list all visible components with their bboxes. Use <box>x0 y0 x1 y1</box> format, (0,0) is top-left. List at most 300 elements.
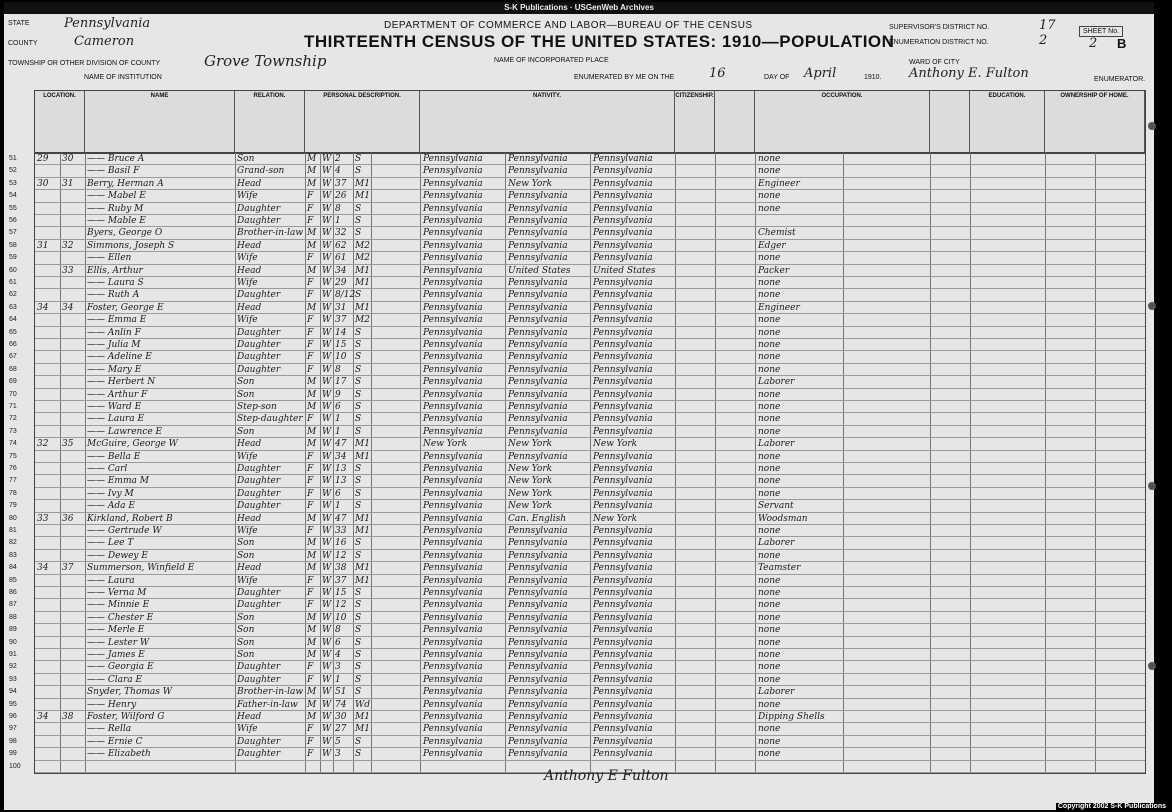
cell-line-number: 90 <box>9 638 17 646</box>
cell-mother-birthplace: Pennsylvania <box>593 402 653 412</box>
cell-mother-birthplace: Pennsylvania <box>593 699 653 710</box>
cell-line-number: 86 <box>9 589 17 596</box>
cell-sex: M <box>307 426 317 437</box>
cell-father-birthplace: Pennsylvania <box>508 253 568 264</box>
cell-father-birthplace: Pennsylvania <box>508 612 568 623</box>
township-label: TOWNSHIP OR OTHER DIVISION OF COUNTY <box>8 60 161 67</box>
cell-occupation: none <box>758 625 781 636</box>
cell-dwelling-number <box>37 252 59 264</box>
cell-marital-status: S <box>355 166 362 177</box>
cell-dwelling-number: 31 <box>37 240 49 251</box>
table-row <box>9 438 1145 450</box>
column-headers <box>34 90 1146 154</box>
cell-occupation: none <box>758 588 781 598</box>
col-relation: RELATION. <box>235 91 305 153</box>
cell-family-number <box>62 550 84 562</box>
cell-sex: F <box>307 488 314 499</box>
cell-mother-birthplace: Pennsylvania <box>593 749 653 760</box>
cell-family-number <box>62 525 84 537</box>
cell-dwelling-number: 33 <box>37 513 49 524</box>
enumerator-name: Anthony E. Fulton <box>909 66 1029 81</box>
cell-birthplace: Pennsylvania <box>423 253 483 264</box>
cell-person-name <box>87 761 233 773</box>
cell-person-name: —— Anlin F <box>87 327 141 338</box>
cell-person-name: —— Gertrude W <box>87 526 162 536</box>
cell-dwelling-number <box>37 587 59 599</box>
cell-age: 6 <box>335 488 341 499</box>
cell-occupation: none <box>758 575 781 586</box>
cell-father-birthplace: Pennsylvania <box>508 662 568 673</box>
cell-family-number <box>62 686 84 698</box>
institution-label: NAME OF INSTITUTION <box>84 74 162 81</box>
cell-occupation: none <box>758 612 781 623</box>
cell-line-number: 60 <box>9 266 17 274</box>
cell-dwelling-number <box>37 599 59 611</box>
col-location: LOCATION. <box>35 91 85 153</box>
cell-mother-birthplace: Pennsylvania <box>593 724 653 735</box>
cell-relation: Son <box>237 550 255 561</box>
cell-occupation: none <box>758 451 781 462</box>
cell-dwelling-number <box>37 537 59 549</box>
table-row <box>9 265 1145 277</box>
cell-birthplace: Pennsylvania <box>423 290 483 301</box>
cell-person-name: —— Lee T <box>87 538 134 549</box>
cell-line-number: 59 <box>9 254 17 262</box>
cell-dwelling-number <box>37 748 59 760</box>
cell-occupation: Edger <box>758 240 786 251</box>
cell-birthplace: Pennsylvania <box>423 352 483 363</box>
table-row <box>9 339 1145 351</box>
cell-sex: M <box>307 166 317 177</box>
cell-sex: M <box>307 612 317 623</box>
enumerator-signature: Anthony E Fulton <box>544 768 669 784</box>
table-row <box>9 215 1145 227</box>
cell-race: W <box>322 315 332 326</box>
enumeration-label: ENUMERATION DISTRICT NO. <box>889 39 989 46</box>
cell-race: W <box>322 278 332 288</box>
cell-marital-status: S <box>355 377 362 388</box>
month-value: April <box>804 66 837 81</box>
cell-relation: Son <box>237 389 255 400</box>
cell-father-birthplace: United States <box>508 265 571 276</box>
cell-birthplace: Pennsylvania <box>423 637 483 648</box>
cell-birthplace: Pennsylvania <box>423 166 483 177</box>
place-label: NAME OF INCORPORATED PLACE <box>494 57 609 64</box>
cell-occupation: none <box>758 662 781 673</box>
cell-occupation: none <box>758 290 781 301</box>
cell-mother-birthplace: Pennsylvania <box>593 178 653 189</box>
table-row <box>9 624 1145 636</box>
cell-occupation: none <box>758 650 781 660</box>
cell-occupation: none <box>758 550 781 561</box>
table-row <box>9 389 1145 401</box>
cell-age: 12 <box>335 550 347 561</box>
cell-relation: Wife <box>237 575 258 586</box>
cell-person-name: Summerson, Winfield E <box>87 563 195 574</box>
cell-race: W <box>322 265 332 276</box>
cell-father-birthplace: New York <box>508 501 553 512</box>
cell-sex: M <box>307 550 317 561</box>
cell-line-number: 93 <box>9 675 17 683</box>
cell-age: 17 <box>335 377 347 388</box>
cell-birthplace: Pennsylvania <box>423 625 483 636</box>
cell-person-name: —— Laura <box>87 575 135 586</box>
cell-father-birthplace: Pennsylvania <box>508 538 568 549</box>
cell-birthplace <box>423 761 503 773</box>
cell-father-birthplace: Pennsylvania <box>508 712 568 722</box>
cell-race: W <box>322 501 332 512</box>
cell-father-birthplace: Pennsylvania <box>508 166 568 177</box>
cell-birthplace: Pennsylvania <box>423 340 483 350</box>
cell-father-birthplace: Pennsylvania <box>508 240 568 251</box>
cell-birthplace: Pennsylvania <box>423 650 483 660</box>
cell-family-number <box>62 575 84 587</box>
township-value: Grove Township <box>204 52 327 70</box>
cell-occupation: Chemist <box>758 228 796 239</box>
cell-person-name: —— Bruce A <box>87 154 145 164</box>
banner: S-K Publications · USGenWeb Archives <box>4 2 1154 14</box>
cell-line-number: 85 <box>9 576 17 584</box>
cell-birthplace: Pennsylvania <box>423 464 483 474</box>
cell-occupation: none <box>758 154 781 164</box>
cell-mother-birthplace: New York <box>593 439 638 450</box>
cell-father-birthplace: Pennsylvania <box>508 377 568 388</box>
cell-occupation: none <box>758 724 781 735</box>
cell-family-number <box>62 699 84 711</box>
cell-family-number <box>62 401 84 413</box>
cell-marital-status: S <box>355 464 362 474</box>
cell-family-number <box>62 637 84 649</box>
cell-race: W <box>322 526 332 536</box>
cell-relation: Son <box>237 538 255 549</box>
cell-marital-status: M1 <box>355 451 370 462</box>
cell-age: 10 <box>335 352 347 363</box>
cell-birthplace: Pennsylvania <box>423 687 483 698</box>
table-row <box>9 699 1145 711</box>
cell-line-number: 79 <box>9 502 17 510</box>
cell-marital-status: M1 <box>355 513 370 524</box>
col-ownership: OWNERSHIP OF HOME. <box>1045 91 1145 153</box>
cell-person-name: Simmons, Joseph S <box>87 240 175 251</box>
table-row <box>9 252 1145 264</box>
cell-mother-birthplace: Pennsylvania <box>593 377 653 388</box>
cell-family-number <box>62 612 84 624</box>
cell-age: 6 <box>335 402 341 412</box>
cell-family-number <box>62 674 84 686</box>
cell-line-number: 66 <box>9 341 17 348</box>
cell-age: 34 <box>335 451 347 462</box>
cell-dwelling-number <box>37 351 59 363</box>
cell-line-number: 55 <box>9 204 17 212</box>
cell-marital-status <box>355 761 371 773</box>
cell-relation: Head <box>237 513 262 524</box>
cell-father-birthplace: Pennsylvania <box>508 550 568 561</box>
cell-birthplace: Pennsylvania <box>423 302 483 313</box>
cell-line-number: 71 <box>9 403 17 410</box>
cell-person-name: —— Henry <box>87 699 137 710</box>
cell-father-birthplace: Pennsylvania <box>508 228 568 239</box>
cell-sex: F <box>307 253 314 264</box>
cell-line-number: 53 <box>9 179 17 187</box>
cell-mother-birthplace: Pennsylvania <box>593 650 653 660</box>
cell-dwelling-number: 34 <box>37 712 49 722</box>
cell-mother-birthplace: Pennsylvania <box>593 662 653 673</box>
cell-birthplace: Pennsylvania <box>423 699 483 710</box>
census-grid <box>9 152 1146 774</box>
cell-sex: M <box>307 302 317 313</box>
cell-age: 37 <box>335 178 347 189</box>
cell-person-name: —— Rella <box>87 724 132 735</box>
county-label: COUNTY <box>8 40 38 47</box>
cell-race: W <box>322 352 332 363</box>
table-row <box>9 178 1145 190</box>
cell-occupation: none <box>758 389 781 400</box>
cell-race: W <box>322 575 332 586</box>
cell-age: 14 <box>335 327 347 338</box>
cell-marital-status: S <box>355 364 362 375</box>
cell-marital-status: S <box>355 550 362 561</box>
cell-marital-status: M1 <box>355 278 370 288</box>
sheet-label: SHEET No. <box>1079 26 1123 37</box>
cell-line-number: 80 <box>9 514 17 522</box>
cell-mother-birthplace: United States <box>593 265 656 276</box>
cell-birthplace: Pennsylvania <box>423 662 483 673</box>
cell-person-name: —— Clara E <box>87 674 143 685</box>
cell-line-number: 69 <box>9 378 17 386</box>
cell-age: 62 <box>335 240 347 251</box>
cell-occupation: none <box>758 315 781 326</box>
cell-line-number: 95 <box>9 700 17 708</box>
cell-person-name: —— Emma E <box>87 315 147 326</box>
cell-occupation: Dipping Shells <box>758 712 825 722</box>
cell-race: W <box>322 674 332 685</box>
cell-family-number <box>62 351 84 363</box>
cell-person-name: —— Herbert N <box>87 377 156 388</box>
cell-sex: M <box>307 402 317 412</box>
cell-marital-status: M1 <box>355 563 370 574</box>
cell-dwelling-number <box>37 451 59 463</box>
cell-sex: F <box>307 451 314 462</box>
cell-birthplace: Pennsylvania <box>423 265 483 276</box>
cell-age: 37 <box>335 315 347 326</box>
cell-age: 8 <box>335 625 341 636</box>
cell-relation: Wife <box>237 191 258 202</box>
cell-marital-status: S <box>355 290 362 301</box>
county-value: Cameron <box>74 34 135 49</box>
cell-mother-birthplace: Pennsylvania <box>593 526 653 536</box>
cell-line-number: 98 <box>9 737 17 745</box>
cell-relation <box>237 761 303 773</box>
cell-race: W <box>322 600 332 611</box>
cell-race: W <box>322 588 332 598</box>
col-nativity: NATIVITY. <box>420 91 675 153</box>
state-label: STATE <box>8 20 30 27</box>
cell-mother-birthplace: Pennsylvania <box>593 203 653 214</box>
cell-mother-birthplace: Pennsylvania <box>593 315 653 326</box>
cell-line-number: 75 <box>9 452 17 460</box>
cell-age: 8 <box>335 203 341 214</box>
cell-relation: Daughter <box>237 588 281 598</box>
cell-occupation: Engineer <box>758 178 800 189</box>
cell-race: W <box>322 240 332 251</box>
enumerated-day: 16 <box>709 66 726 81</box>
cell-occupation: Laborer <box>758 439 795 450</box>
cell-occupation: none <box>758 699 781 710</box>
cell-line-number: 62 <box>9 291 17 299</box>
cell-mother-birthplace: Pennsylvania <box>593 352 653 363</box>
cell-race: W <box>322 364 332 375</box>
cell-birthplace: Pennsylvania <box>423 191 483 202</box>
cell-birthplace: Pennsylvania <box>423 327 483 338</box>
cell-line-number: 92 <box>9 663 17 671</box>
table-row <box>9 364 1145 376</box>
sheet-letter: B <box>1117 36 1127 51</box>
cell-birthplace: Pennsylvania <box>423 712 483 722</box>
cell-father-birthplace: New York <box>508 439 553 450</box>
cell-age: 26 <box>335 191 347 202</box>
cell-father-birthplace: Pennsylvania <box>508 402 568 412</box>
cell-family-number <box>62 500 84 512</box>
table-row <box>9 711 1145 723</box>
cell-dwelling-number <box>37 699 59 711</box>
cell-birthplace: Pennsylvania <box>423 575 483 586</box>
cell-age: 10 <box>335 612 347 623</box>
cell-occupation: Engineer <box>758 302 800 313</box>
cell-sex: F <box>307 203 314 214</box>
cell-age: 8 <box>335 364 341 375</box>
cell-father-birthplace: Pennsylvania <box>508 699 568 710</box>
table-row <box>9 426 1145 438</box>
cell-person-name: —— Mabel E <box>87 191 146 202</box>
cell-age: 16 <box>335 538 347 549</box>
cell-race: W <box>322 538 332 549</box>
table-row <box>9 327 1145 339</box>
cell-line-number: 73 <box>9 427 17 435</box>
cell-dwelling-number <box>37 761 59 773</box>
cell-sex: M <box>307 650 317 660</box>
cell-marital-status: S <box>355 340 362 350</box>
cell-person-name: —— Ada E <box>87 501 135 512</box>
cell-relation: Daughter <box>237 674 281 685</box>
cell-marital-status: M1 <box>355 191 370 202</box>
cell-relation: Daughter <box>237 749 281 760</box>
cell-dwelling-number <box>37 376 59 388</box>
cell-relation: Son <box>237 612 255 623</box>
copyright-notice: Copyright 2002 S-K Publications <box>1057 803 1166 810</box>
cell-line-number: 72 <box>9 415 17 423</box>
cell-race: W <box>322 563 332 574</box>
cell-family-number <box>62 376 84 388</box>
cell-line-number: 61 <box>9 279 17 286</box>
cell-birthplace: Pennsylvania <box>423 749 483 760</box>
table-row <box>9 587 1145 599</box>
cell-family-number <box>62 227 84 239</box>
cell-race: W <box>322 724 332 735</box>
cell-dwelling-number <box>37 686 59 698</box>
cell-sex: F <box>307 352 314 363</box>
cell-father-birthplace: Pennsylvania <box>508 290 568 301</box>
cell-dwelling-number: 30 <box>37 178 49 189</box>
cell-sex: F <box>307 191 314 202</box>
cell-dwelling-number <box>37 674 59 686</box>
table-row <box>9 289 1145 301</box>
cell-line-number: 74 <box>9 440 17 448</box>
cell-father-birthplace: Pennsylvania <box>508 203 568 214</box>
cell-line-number: 81 <box>9 527 17 534</box>
cell-birthplace: Pennsylvania <box>423 563 483 574</box>
cell-marital-status: S <box>355 674 362 685</box>
cell-occupation: Servant <box>758 501 794 512</box>
supervisor-label: SUPERVISOR'S DISTRICT NO. <box>889 24 990 31</box>
cell-birthplace: Pennsylvania <box>423 451 483 462</box>
cell-line-number: 77 <box>9 477 17 485</box>
cell-birthplace: Pennsylvania <box>423 278 483 288</box>
cell-relation: Daughter <box>237 476 281 487</box>
cell-relation: Daughter <box>237 501 281 512</box>
cell-father-birthplace: Pennsylvania <box>508 302 568 313</box>
cell-age: 32 <box>335 228 347 239</box>
cell-father-birthplace: Pennsylvania <box>508 687 568 698</box>
cell-family-number <box>62 389 84 401</box>
cell-mother-birthplace: New York <box>593 513 638 524</box>
cell-mother-birthplace: Pennsylvania <box>593 538 653 549</box>
cell-age: 5 <box>335 736 341 747</box>
cell-relation: Daughter <box>237 488 281 499</box>
cell-family-number: 31 <box>62 178 74 189</box>
cell-person-name: —— Mary E <box>87 364 142 375</box>
cell-marital-status: S <box>355 414 362 425</box>
cell-dwelling-number <box>37 723 59 735</box>
cell-age <box>335 761 353 773</box>
cell-race: W <box>322 476 332 487</box>
cell-relation: Son <box>237 650 255 660</box>
cell-marital-status: S <box>355 749 362 760</box>
cell-father-birthplace: Pennsylvania <box>508 278 568 288</box>
cell-sex: F <box>307 464 314 474</box>
cell-line-number: 88 <box>9 613 17 621</box>
cell-dwelling-number <box>37 575 59 587</box>
cell-father-birthplace: Pennsylvania <box>508 315 568 326</box>
col-employment <box>930 91 970 153</box>
cell-sex: F <box>307 749 314 760</box>
cell-age: 6 <box>335 637 341 648</box>
cell-family-number <box>62 661 84 673</box>
cell-line-number: 100 <box>9 762 21 770</box>
table-row <box>9 376 1145 388</box>
table-row <box>9 277 1145 289</box>
cell-family-number: 34 <box>62 302 74 313</box>
cell-father-birthplace: Pennsylvania <box>508 749 568 760</box>
cell-dwelling-number <box>37 661 59 673</box>
cell-birthplace: Pennsylvania <box>423 154 483 164</box>
table-row <box>9 748 1145 760</box>
cell-person-name: Kirkland, Robert B <box>87 513 173 524</box>
cell-sex: M <box>307 240 317 251</box>
cell-marital-status: M1 <box>355 265 370 276</box>
cell-mother-birthplace: Pennsylvania <box>593 588 653 598</box>
table-row <box>9 190 1145 202</box>
cell-marital-status: S <box>355 501 362 512</box>
cell-relation: Daughter <box>237 352 281 363</box>
cell-birthplace: Pennsylvania <box>423 501 483 512</box>
table-row <box>9 686 1145 698</box>
table-row <box>9 227 1145 239</box>
cell-dwelling-number <box>37 389 59 401</box>
cell-age: 37 <box>335 575 347 586</box>
cell-father-birthplace: Pennsylvania <box>508 625 568 636</box>
cell-sex: M <box>307 439 317 450</box>
cell-age: 47 <box>335 439 347 450</box>
